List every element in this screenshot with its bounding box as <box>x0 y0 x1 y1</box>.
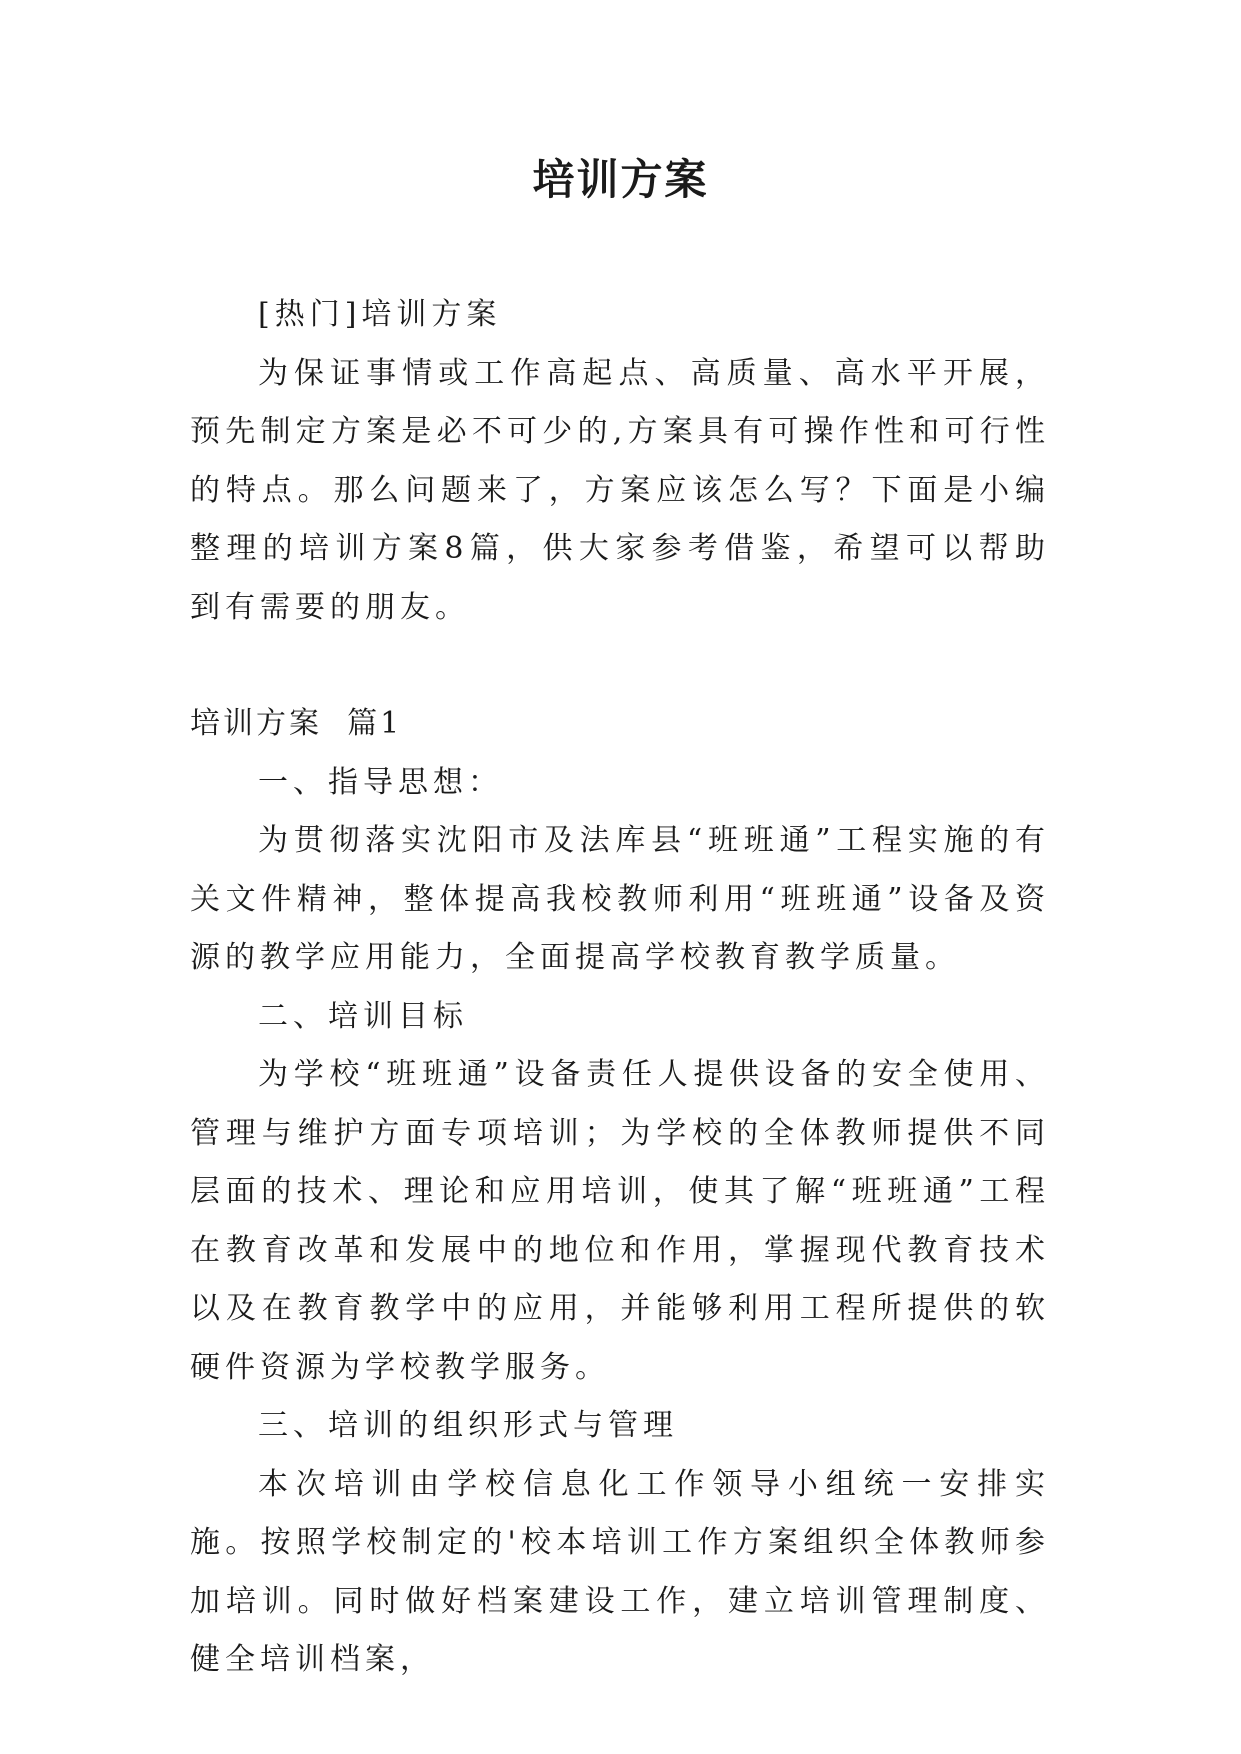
document-body <box>190 286 1050 1690</box>
section-text-3: 本次培训由学校信息化工作领导小组统一安排实施。按照学校制定的'校本培训工作方案组织全体教师参加培训。同时做好档案建设工作，建立培训管理制度、健全培训档案， <box>190 1466 1050 1677</box>
section-text-2: 为学校“班班通”设备责任人提供设备的安全使用、管理与维护方面专项培训；为学校的全体教师提供不同层面的技术、理论和应用培训，使其了解“班班通”工程在教育改革和发展中的地位和作用，掌握现代教育技术以及在教育教学中的应用，并能够利用工程所提供的软硬件资源为学校教学服务。 <box>190 1057 1050 1385</box>
part-heading: 培训方案 篇1 <box>190 706 403 741</box>
section-text-1: 为贯彻落实沈阳市及法库县“班班通”工程实施的有关文件精神，整体提高我校教师利用“班班通”设备及资源的教学应用能力，全面提高学校教育教学质量。 <box>190 823 1050 975</box>
intro-paragraph: 为保证事情或工作高起点、高质量、高水平开展，预先制定方案是必不可少的,方案具有可操作性和可行性的特点。那么问题来了，方案应该怎么写？下面是小编整理的培训方案8篇，供大家参考借鉴，希望可以帮助到有需要的朋友。 <box>190 355 1050 625</box>
hot-label: [热门]培训方案 <box>258 297 502 332</box>
section-heading-3: 三、培训的组织形式与管理 <box>258 1408 678 1443</box>
document-title: 培训方案 <box>532 155 709 204</box>
paragraph-gap <box>190 637 1050 695</box>
section-heading-2: 二、培训目标 <box>258 998 468 1034</box>
section-heading-1: 一、指导思想： <box>258 764 503 800</box>
